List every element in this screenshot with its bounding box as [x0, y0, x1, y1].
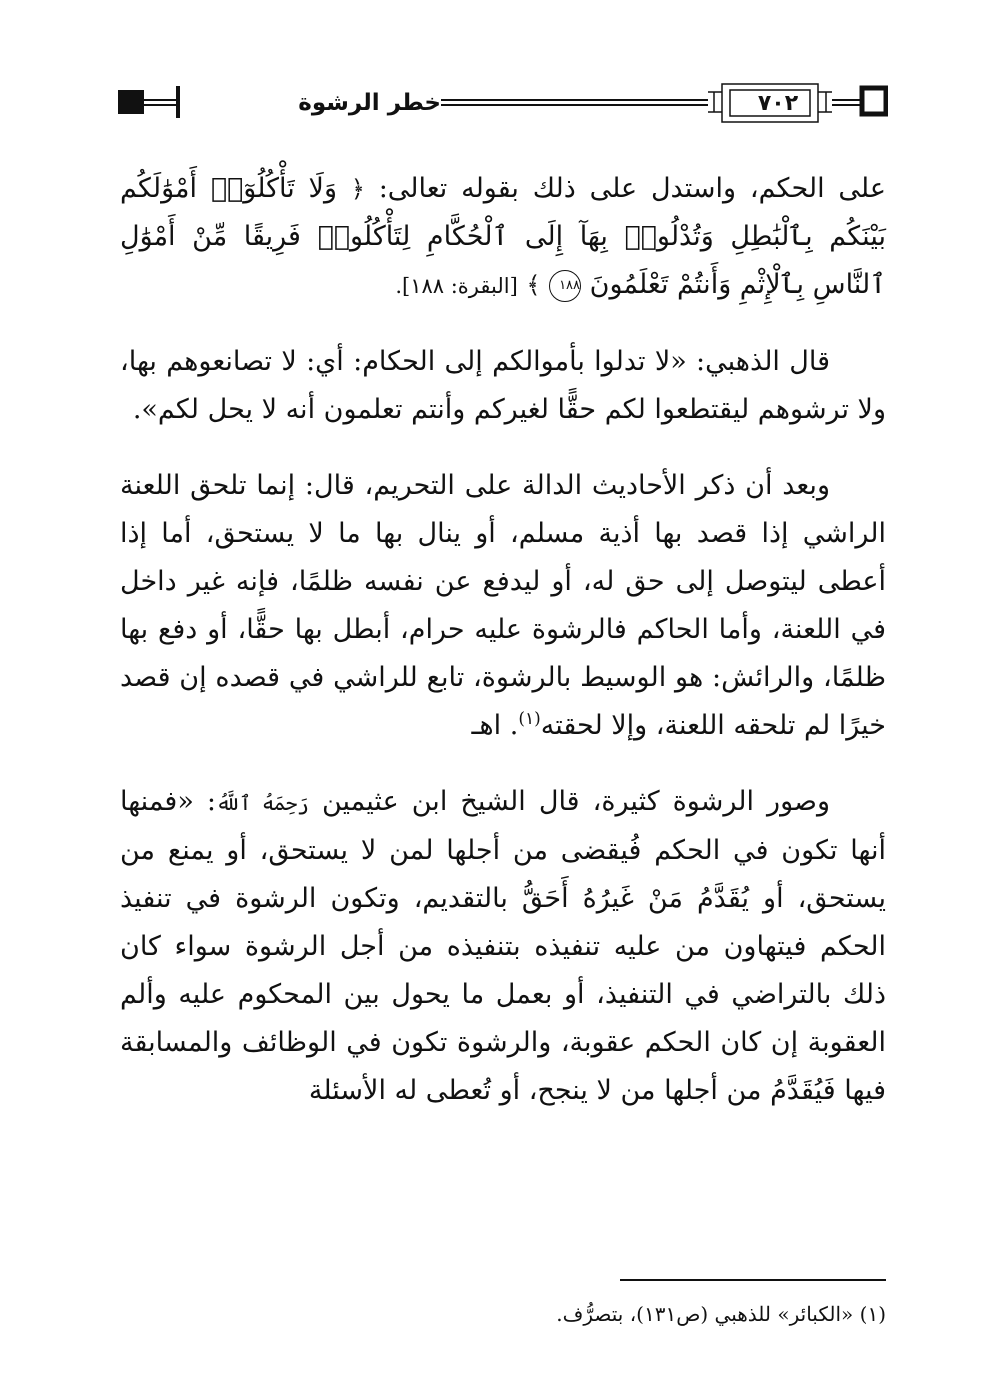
verse-reference: [البقرة: ١٨٨]. [395, 274, 518, 298]
paragraph-quran-citation [120, 165, 886, 310]
paragraph-dhahabi-quote: قال الذهبي: «لا تدلوا بأموالكم إلى الحكام: أي: لا تصانعوهم بها، ولا ترشوهم ليقتطعوا لكم حقًّا لغيركم وأنتم تعلمون أنه لا يحل لكم». [120, 346, 886, 425]
page-header [118, 80, 888, 130]
footnote: (١) «الكبائر» للذهبي (ص١٣١)، بتصرُّف. [556, 1302, 886, 1326]
paragraph-text: وصور الرشوة كثيرة، قال الشيخ ابن عثيمين [308, 786, 830, 817]
paragraph-text: على الحكم، واستدل على ذلك بقوله تعالى: [364, 173, 886, 204]
paragraph-ending: . اهـ [471, 710, 519, 741]
footnote-marker[interactable]: (١) [518, 709, 541, 729]
quran-verse: وَلَا تَأْكُلُوٓا۟ أَمْوَٰلَكُم بَيْنَكُم بِٱلْبَٰطِلِ وَتُدْلُوا۟ بِهَآ إِلَى ٱلْحُكَّامِ لِتَأْكُلُوا۟ فَرِيقًا مِّنْ أَمْوَٰلِ ٱلنَّاسِ بِٱلْإِثْمِ وَأَنتُمْ تَعْلَمُونَ [120, 173, 886, 300]
quran-close-bracket: ﴾ [526, 271, 541, 299]
running-title: خطر الرشوة [301, 86, 441, 120]
paragraph-ruling [120, 462, 886, 750]
page-body [120, 165, 886, 1115]
paragraph-text: وبعد أن ذكر الأحاديث الدالة على التحريم، قال: إنما تلحق اللعنة الراشي إذا قصد بها أذية مسلم، أو ينال بها ما لا يستحق، أما إذا أعطى ليتوصل إلى حق له، أو ليدفع عن نفسه ظلمًا، فإنه غير داخل في اللعنة، وأما الحاكم فالرشوة عليه حرام، أبطل بها حقًّا، أو دفع بها ظلمًا، والرائش: هو الوسيط بالرشوة، تابع للراشي في قصده إن قصد خيرًا لم تلحقه اللعنة، وإلا لحقته [120, 470, 886, 741]
quran-open-bracket: ﴿ [350, 175, 365, 203]
paragraph-forms-of-bribery [120, 778, 886, 1115]
page-number: ٧٠٢ [757, 91, 799, 116]
footnote-divider [620, 1279, 886, 1281]
paragraph-text-continued: : «فمنها أنها تكون في الحكم فُيقضى من أجلها لمن لا يستحق، أو يمنع من يستحق، أو يُقَدَّمُ مَنْ غَيرُهُ أَحَقُّ بالتقديم، وتكون الرشوة في تنفيذ الحكم فيتهاون من عليه تنفيذه بتنفيذه من أجل الرشوة سواء كان ذلك بالتراضي في التنفيذ، أو بعمل ما يحول بين المحكوم عليه وألم العقوبة إن كان الحكم عقوبة، والرشوة تكون في الوظائف والمسابقة فيها فَيُقَدَّمُ من أجلها من لا ينجح، أو تُعطى له الأسئلة [120, 786, 886, 1106]
ayah-number-mark: ١٨٨ [549, 270, 581, 302]
honorific-phrase: رَحِمَهُ ٱللَّهُ [216, 791, 309, 815]
